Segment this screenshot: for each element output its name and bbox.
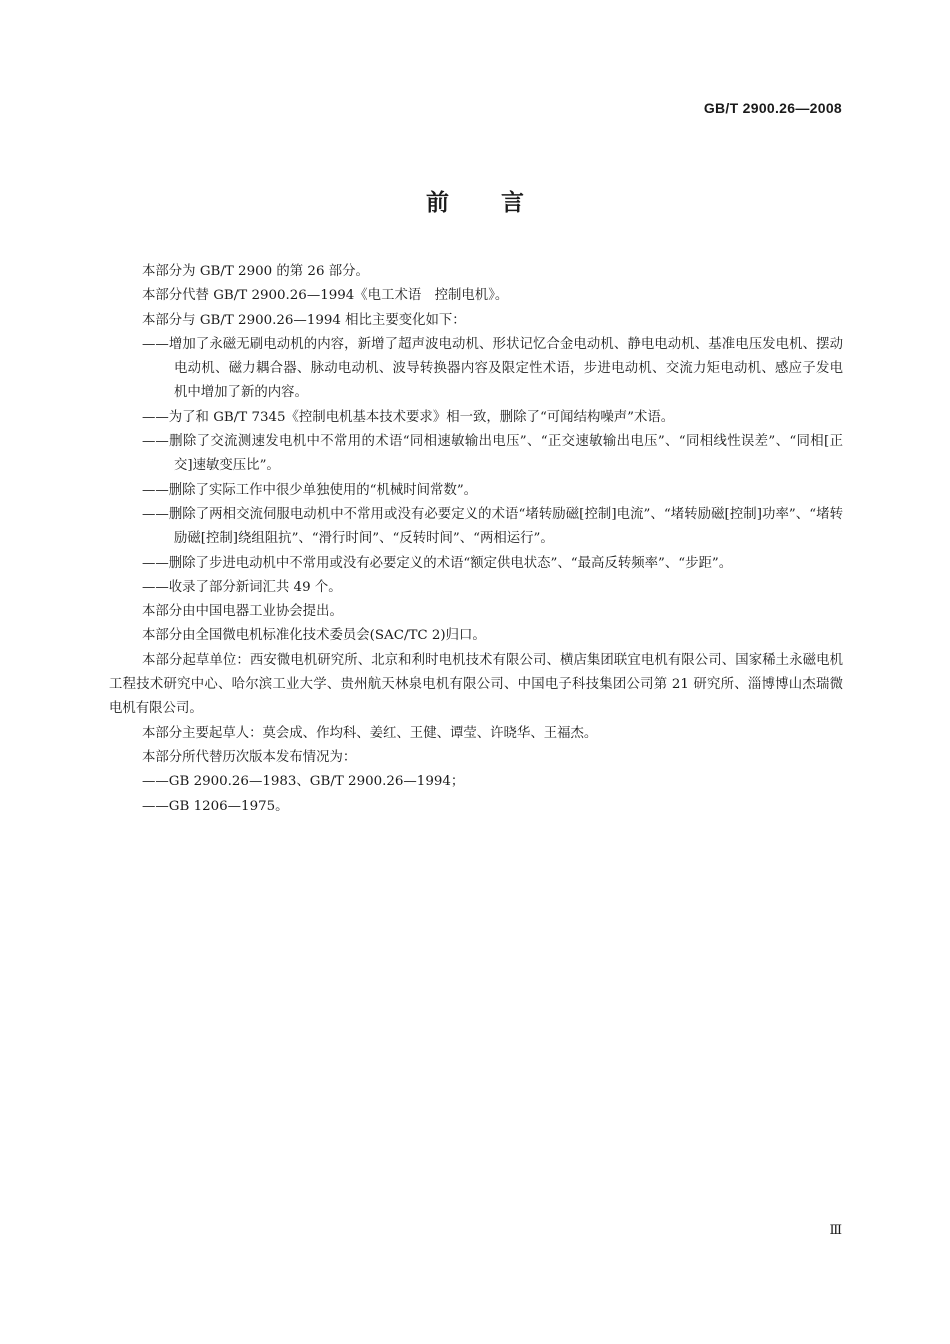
list-item-change-7: ——收录了部分新词汇共 49 个。	[142, 579, 342, 595]
list-item-history-2: ——GB 1206—1975。	[142, 798, 289, 814]
list-item-change-6: ——删除了步进电动机中不常用或没有必要定义的术语“额定供电状态”、“最高反转频率”、“步距”。	[142, 555, 733, 571]
foreword-body	[109, 260, 843, 819]
paragraph-proposed-by: 本部分由中国电器工业协会提出。	[142, 604, 343, 620]
paragraph-changes-intro: 本部分与 GB/T 2900.26—1994 相比主要变化如下：	[142, 312, 466, 328]
list-item-history-1: ——GB 2900.26—1983、GB/T 2900.26—1994；	[142, 774, 465, 790]
paragraph-drafting-units: 本部分起草单位：西安微电机研究所、北京和利时电机技术有限公司、横店集团联宜电机有限公司、国家稀土永磁电机工程技术研究中心、哈尔滨工业大学、贵州航天林泉电机有限公司、中国电子科技集团公司第 21 研究所、淄博博山杰瑞微电机有限公司。	[109, 652, 843, 717]
list-item-change-3: ——删除了交流测速发电机中不常用的术语“同相速敏输出电压”、“正交速敏输出电压”、“同相线性误差”、“同相[正交]速敏变压比”。	[142, 434, 843, 474]
paragraph-drafters: 本部分主要起草人：莫会成、作均科、姜红、王健、谭莹、许晓华、王福杰。	[142, 725, 598, 741]
list-item-change-5: ——删除了两相交流伺服电动机中不常用或没有必要定义的术语“堵转励磁[控制]电流”、“堵转励磁[控制]功率”、“堵转励磁[控制]绕组阻抗”、“滑行时间”、“反转时间”、“两相运行”。	[142, 506, 843, 547]
list-item-change-4: ——删除了实际工作中很少单独使用的“机械时间常数”。	[142, 482, 478, 498]
list-item-change-2: ——为了和 GB/T 7345《控制电机基本技术要求》相一致，删除了“可闻结构噪声”术语。	[142, 409, 675, 425]
paragraph-replaces: 本部分代替 GB/T 2900.26—1994《电工术语 控制电机》。	[142, 288, 509, 304]
paragraph-history-intro: 本部分所代替历次版本发布情况为：	[142, 749, 357, 765]
page-title: 前言	[426, 190, 576, 216]
paragraph-centralized-by: 本部分由全国微电机标准化技术委员会(SAC/TC 2)归口。	[142, 628, 486, 644]
standard-number: GB/T 2900.26—2008	[703, 100, 842, 116]
page-number: Ⅲ	[829, 1223, 842, 1238]
paragraph-part-statement: 本部分为 GB/T 2900 的第 26 部分。	[142, 264, 369, 279]
list-item-change-1: ——增加了永磁无刷电动机的内容，新增了超声波电动机、形状记忆合金电动机、静电电动机、基准电压发电机、摆动电动机、磁力耦合器、脉动电动机、波导转换器内容及限定性术语，步进电动机、交流力矩电动机、感应子发电机中增加了新的内容。	[142, 336, 843, 401]
